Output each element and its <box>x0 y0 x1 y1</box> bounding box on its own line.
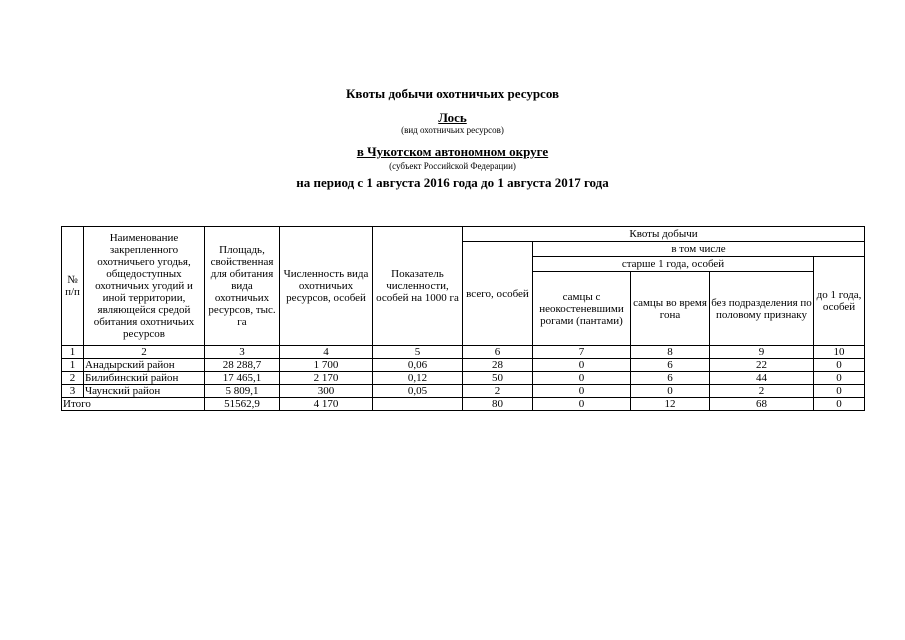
cell-population: 2 170 <box>280 372 373 385</box>
column-number: 8 <box>631 346 710 359</box>
species-caption: (вид охотничьих ресурсов) <box>401 125 504 135</box>
column-number: 4 <box>280 346 373 359</box>
cell-males-rut: 6 <box>631 372 710 385</box>
total-under-1: 0 <box>814 398 865 411</box>
header-including: в том числе <box>533 242 865 257</box>
document-title: Квоты добычи охотничьих ресурсов <box>345 86 560 101</box>
header-males-antlers: самцы с неокостеневшими рогами (пантами) <box>533 272 631 346</box>
header-number: № п/п <box>62 227 84 346</box>
quota-table <box>61 226 865 411</box>
cell-area: 28 288,7 <box>205 359 280 372</box>
header-density: Показатель численности, особей на 1000 га <box>373 227 463 346</box>
cell-under-1: 0 <box>814 359 865 372</box>
column-number: 6 <box>463 346 533 359</box>
cell-ground-name: Билибинский район <box>84 372 205 385</box>
column-number: 5 <box>373 346 463 359</box>
column-number: 3 <box>205 346 280 359</box>
total-area: 51562,9 <box>205 398 280 411</box>
header-total: всего, особей <box>463 242 533 346</box>
cell-males-antlers: 0 <box>533 359 631 372</box>
column-number: 9 <box>710 346 814 359</box>
header-males-rut: самцы во время гона <box>631 272 710 346</box>
cell-males-rut: 0 <box>631 385 710 398</box>
cell-area: 17 465,1 <box>205 372 280 385</box>
cell-no-sex-split: 44 <box>710 372 814 385</box>
column-number: 10 <box>814 346 865 359</box>
total-males-rut: 12 <box>631 398 710 411</box>
header-area: Площадь, свойственная для обитания вида охотничьих ресурсов, тыс. га <box>205 227 280 346</box>
header-hunting-ground: Наименование закрепленного охотничьего угодья, общедоступных охотничьих угодий и иной территории, являющейся средой обитания охотничьих ресурсов <box>84 227 205 346</box>
cell-density: 0,05 <box>373 385 463 398</box>
table-row <box>62 372 865 385</box>
column-numbers-row <box>62 346 865 359</box>
column-number: 7 <box>533 346 631 359</box>
cell-males-antlers: 0 <box>533 385 631 398</box>
header-no-sex-split: без подразделения по половому признаку <box>710 272 814 346</box>
total-quota: 80 <box>463 398 533 411</box>
total-males-antlers: 0 <box>533 398 631 411</box>
header-quota: Квоты добычи <box>463 227 865 242</box>
column-number: 2 <box>84 346 205 359</box>
period-heading: на период с 1 августа 2016 года до 1 августа 2017 года <box>296 175 609 190</box>
total-row <box>62 398 865 411</box>
cell-density: 0,12 <box>373 372 463 385</box>
total-label: Итого <box>62 398 205 411</box>
cell-ground-name: Анадырский район <box>84 359 205 372</box>
cell-no-sex-split: 22 <box>710 359 814 372</box>
cell-under-1: 0 <box>814 385 865 398</box>
cell-population: 1 700 <box>280 359 373 372</box>
cell-total: 50 <box>463 372 533 385</box>
total-density <box>373 398 463 411</box>
cell-area: 5 809,1 <box>205 385 280 398</box>
cell-number: 2 <box>62 372 84 385</box>
cell-total: 28 <box>463 359 533 372</box>
cell-under-1: 0 <box>814 372 865 385</box>
cell-density: 0,06 <box>373 359 463 372</box>
header-under-1: до 1 года, особей <box>814 257 865 346</box>
cell-total: 2 <box>463 385 533 398</box>
cell-number: 1 <box>62 359 84 372</box>
region-name: в Чукотском автономном округе <box>356 144 549 159</box>
column-number: 1 <box>62 346 84 359</box>
cell-no-sex-split: 2 <box>710 385 814 398</box>
region-caption: (субъект Российской Федерации) <box>389 161 516 171</box>
header-older-than-1: старше 1 года, особей <box>533 257 814 272</box>
cell-males-rut: 6 <box>631 359 710 372</box>
species-name: Лось <box>438 110 467 125</box>
cell-males-antlers: 0 <box>533 372 631 385</box>
table-row <box>62 385 865 398</box>
table-row <box>62 359 865 372</box>
cell-number: 3 <box>62 385 84 398</box>
cell-population: 300 <box>280 385 373 398</box>
total-no-sex-split: 68 <box>710 398 814 411</box>
header-population: Численность вида охотничьих ресурсов, особей <box>280 227 373 346</box>
total-population: 4 170 <box>280 398 373 411</box>
cell-ground-name: Чаунский район <box>84 385 205 398</box>
